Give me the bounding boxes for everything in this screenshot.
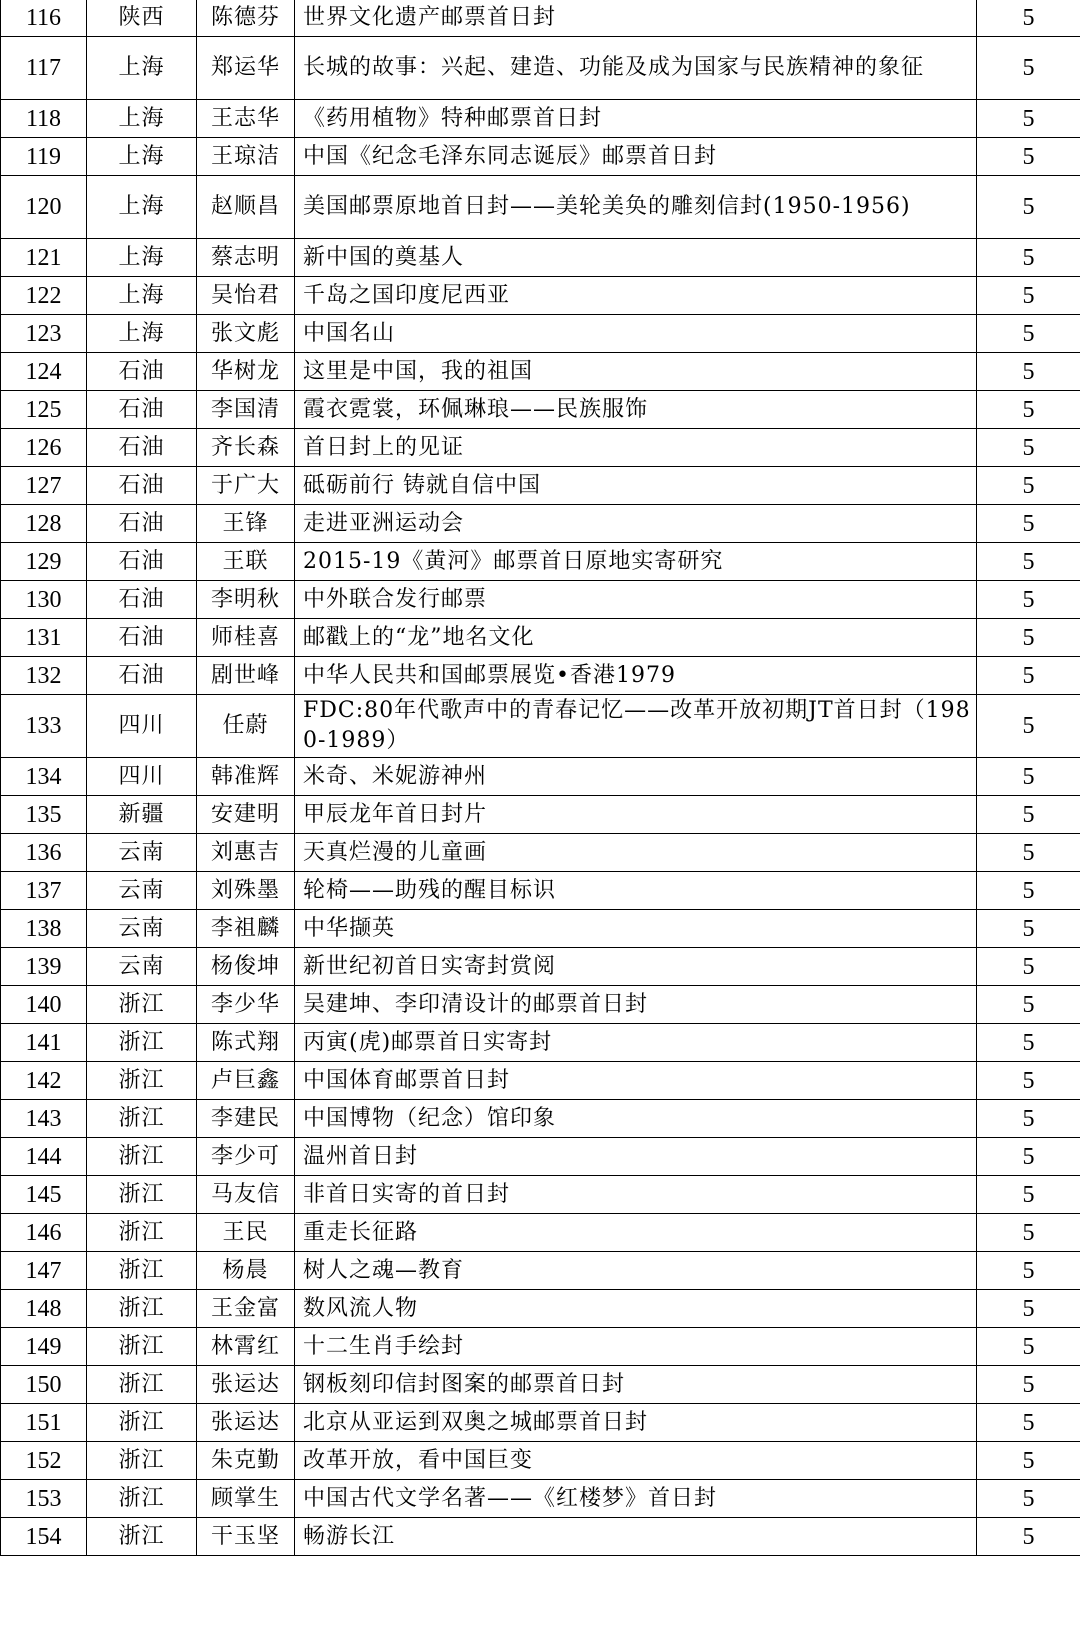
entry-title: 中国博物（纪念）馆印象	[295, 1100, 977, 1138]
entry-name: 韩准辉	[197, 758, 295, 796]
entry-score: 5	[977, 239, 1080, 277]
entry-number: 125	[1, 391, 87, 429]
entry-name: 林霄红	[197, 1328, 295, 1366]
entry-title: 轮椅——助残的醒目标识	[295, 872, 977, 910]
entry-name: 陈德芬	[197, 0, 295, 37]
entry-name: 任蔚	[197, 695, 295, 758]
entry-score: 5	[977, 910, 1080, 948]
entry-title: 丙寅(虎)邮票首日实寄封	[295, 1024, 977, 1062]
entry-region: 四川	[87, 695, 197, 758]
entry-number: 145	[1, 1176, 87, 1214]
entry-name: 李少可	[197, 1138, 295, 1176]
table-row	[1, 100, 1080, 138]
entry-score: 5	[977, 0, 1080, 37]
entry-region: 四川	[87, 758, 197, 796]
table-row	[1, 910, 1080, 948]
entry-region: 陕西	[87, 0, 197, 37]
entry-name: 杨俊坤	[197, 948, 295, 986]
entry-score: 5	[977, 543, 1080, 581]
entry-region: 石油	[87, 467, 197, 505]
entry-name: 刘殊墨	[197, 872, 295, 910]
entry-score: 5	[977, 1328, 1080, 1366]
table-row	[1, 1252, 1080, 1290]
entry-name: 吴怡君	[197, 277, 295, 315]
entry-title: 美国邮票原地首日封——美轮美奂的雕刻信封(1950-1956)	[295, 176, 977, 239]
entry-score: 5	[977, 581, 1080, 619]
entry-number: 119	[1, 138, 87, 176]
entry-number: 152	[1, 1442, 87, 1480]
entry-name: 赵顺昌	[197, 176, 295, 239]
entry-score: 5	[977, 619, 1080, 657]
entry-score: 5	[977, 1252, 1080, 1290]
entry-number: 117	[1, 37, 87, 100]
entry-score: 5	[977, 467, 1080, 505]
table-row	[1, 391, 1080, 429]
table-row	[1, 1404, 1080, 1442]
entry-region: 云南	[87, 834, 197, 872]
entry-title: 重走长征路	[295, 1214, 977, 1252]
entry-title: 霞衣霓裳，环佩琳琅——民族服饰	[295, 391, 977, 429]
entry-score: 5	[977, 353, 1080, 391]
entry-number: 116	[1, 0, 87, 37]
entry-name: 蔡志明	[197, 239, 295, 277]
table-row	[1, 138, 1080, 176]
entry-region: 浙江	[87, 1404, 197, 1442]
table-row	[1, 986, 1080, 1024]
entry-title: 2015-19《黄河》邮票首日原地实寄研究	[295, 543, 977, 581]
entry-number: 144	[1, 1138, 87, 1176]
entry-number: 147	[1, 1252, 87, 1290]
entry-region: 浙江	[87, 1442, 197, 1480]
entry-region: 上海	[87, 239, 197, 277]
entry-region: 浙江	[87, 1138, 197, 1176]
entry-score: 5	[977, 138, 1080, 176]
table-row	[1, 581, 1080, 619]
entry-number: 127	[1, 467, 87, 505]
entry-number: 138	[1, 910, 87, 948]
entry-name: 李少华	[197, 986, 295, 1024]
entry-number: 153	[1, 1480, 87, 1518]
entry-number: 131	[1, 619, 87, 657]
entry-score: 5	[977, 1100, 1080, 1138]
table-row	[1, 695, 1080, 758]
entry-region: 上海	[87, 37, 197, 100]
entry-score: 5	[977, 657, 1080, 695]
entry-name: 王志华	[197, 100, 295, 138]
entry-region: 石油	[87, 353, 197, 391]
entry-number: 123	[1, 315, 87, 353]
entry-number: 133	[1, 695, 87, 758]
entry-name: 王联	[197, 543, 295, 581]
entry-title: 米奇、米妮游神州	[295, 758, 977, 796]
entry-title: FDC:80年代歌声中的青春记忆——改革开放初期JT首日封（1980-1989）	[295, 695, 977, 758]
entry-number: 130	[1, 581, 87, 619]
entry-score: 5	[977, 1214, 1080, 1252]
entry-name: 李祖麟	[197, 910, 295, 948]
entry-title: 天真烂漫的儿童画	[295, 834, 977, 872]
entry-score: 5	[977, 37, 1080, 100]
entry-score: 5	[977, 429, 1080, 467]
entry-region: 石油	[87, 657, 197, 695]
entry-title: 邮戳上的“龙”地名文化	[295, 619, 977, 657]
entry-title: 树人之魂—教育	[295, 1252, 977, 1290]
entry-name: 齐长森	[197, 429, 295, 467]
entry-score: 5	[977, 505, 1080, 543]
entry-score: 5	[977, 315, 1080, 353]
entry-region: 浙江	[87, 1062, 197, 1100]
entry-score: 5	[977, 872, 1080, 910]
entry-name: 卢巨鑫	[197, 1062, 295, 1100]
entry-number: 150	[1, 1366, 87, 1404]
entry-name: 顾掌生	[197, 1480, 295, 1518]
entry-number: 132	[1, 657, 87, 695]
entry-number: 134	[1, 758, 87, 796]
entry-title: 《药用植物》特种邮票首日封	[295, 100, 977, 138]
entry-score: 5	[977, 1404, 1080, 1442]
entry-region: 浙江	[87, 1480, 197, 1518]
entry-number: 129	[1, 543, 87, 581]
entry-number: 136	[1, 834, 87, 872]
table-row	[1, 948, 1080, 986]
entry-region: 浙江	[87, 1176, 197, 1214]
entry-number: 126	[1, 429, 87, 467]
table-row	[1, 429, 1080, 467]
table-row	[1, 1062, 1080, 1100]
entry-title: 走进亚洲运动会	[295, 505, 977, 543]
entry-name: 马友信	[197, 1176, 295, 1214]
entry-region: 浙江	[87, 1290, 197, 1328]
table-row	[1, 657, 1080, 695]
entry-name: 李建民	[197, 1100, 295, 1138]
table-row	[1, 1138, 1080, 1176]
entry-score: 5	[977, 1518, 1080, 1556]
table-row	[1, 796, 1080, 834]
table-row	[1, 315, 1080, 353]
entry-title: 世界文化遗产邮票首日封	[295, 0, 977, 37]
entry-number: 135	[1, 796, 87, 834]
entry-number: 142	[1, 1062, 87, 1100]
entry-name: 杨晨	[197, 1252, 295, 1290]
table-row	[1, 176, 1080, 239]
entry-region: 浙江	[87, 1214, 197, 1252]
entry-region: 石油	[87, 581, 197, 619]
entry-title: 中外联合发行邮票	[295, 581, 977, 619]
entry-name: 师桂喜	[197, 619, 295, 657]
entry-title: 非首日实寄的首日封	[295, 1176, 977, 1214]
entry-score: 5	[977, 1024, 1080, 1062]
entry-name: 郑运华	[197, 37, 295, 100]
entry-number: 128	[1, 505, 87, 543]
entry-name: 安建明	[197, 796, 295, 834]
entry-name: 华树龙	[197, 353, 295, 391]
entry-number: 118	[1, 100, 87, 138]
entry-region: 上海	[87, 277, 197, 315]
entry-score: 5	[977, 100, 1080, 138]
entry-region: 浙江	[87, 1252, 197, 1290]
table-row	[1, 1024, 1080, 1062]
entry-region: 石油	[87, 543, 197, 581]
entry-score: 5	[977, 834, 1080, 872]
entry-name: 李国清	[197, 391, 295, 429]
entry-title: 畅游长江	[295, 1518, 977, 1556]
entry-region: 上海	[87, 315, 197, 353]
entry-title: 温州首日封	[295, 1138, 977, 1176]
entry-title: 新中国的奠基人	[295, 239, 977, 277]
entry-title: 中华人民共和国邮票展览•香港1979	[295, 657, 977, 695]
entry-number: 149	[1, 1328, 87, 1366]
entry-number: 143	[1, 1100, 87, 1138]
entry-title: 改革开放，看中国巨变	[295, 1442, 977, 1480]
table-row	[1, 1442, 1080, 1480]
entry-name: 朱克勤	[197, 1442, 295, 1480]
entry-title: 北京从亚运到双奥之城邮票首日封	[295, 1404, 977, 1442]
table-row	[1, 467, 1080, 505]
table-row	[1, 1100, 1080, 1138]
table-row	[1, 1480, 1080, 1518]
entry-number: 148	[1, 1290, 87, 1328]
entry-region: 上海	[87, 138, 197, 176]
entry-number: 140	[1, 986, 87, 1024]
entry-score: 5	[977, 1138, 1080, 1176]
entry-title: 砥砺前行 铸就自信中国	[295, 467, 977, 505]
entry-title: 中国古代文学名著——《红楼梦》首日封	[295, 1480, 977, 1518]
table-row	[1, 0, 1080, 37]
entry-number: 146	[1, 1214, 87, 1252]
table-row	[1, 239, 1080, 277]
entry-name: 王琼洁	[197, 138, 295, 176]
entry-name: 张运达	[197, 1404, 295, 1442]
table-row	[1, 1366, 1080, 1404]
entry-region: 云南	[87, 948, 197, 986]
entry-region: 上海	[87, 176, 197, 239]
entry-name: 剧世峰	[197, 657, 295, 695]
entry-region: 浙江	[87, 986, 197, 1024]
entry-score: 5	[977, 1480, 1080, 1518]
table-row	[1, 37, 1080, 100]
table-row	[1, 834, 1080, 872]
entry-region: 石油	[87, 429, 197, 467]
entry-title: 中国名山	[295, 315, 977, 353]
entry-title: 千岛之国印度尼西亚	[295, 277, 977, 315]
entry-name: 张运达	[197, 1366, 295, 1404]
entry-score: 5	[977, 796, 1080, 834]
entry-title: 中华撷英	[295, 910, 977, 948]
entry-title: 首日封上的见证	[295, 429, 977, 467]
entry-region: 石油	[87, 505, 197, 543]
entry-title: 十二生肖手绘封	[295, 1328, 977, 1366]
entry-region: 石油	[87, 391, 197, 429]
entry-number: 122	[1, 277, 87, 315]
entry-number: 154	[1, 1518, 87, 1556]
entry-number: 141	[1, 1024, 87, 1062]
table-row	[1, 543, 1080, 581]
entry-title: 钢板刻印信封图案的邮票首日封	[295, 1366, 977, 1404]
entry-title: 数风流人物	[295, 1290, 977, 1328]
table-row	[1, 505, 1080, 543]
entry-score: 5	[977, 948, 1080, 986]
table-row	[1, 872, 1080, 910]
entry-score: 5	[977, 1062, 1080, 1100]
entry-number: 151	[1, 1404, 87, 1442]
entry-number: 120	[1, 176, 87, 239]
entry-region: 云南	[87, 872, 197, 910]
table-row	[1, 353, 1080, 391]
entry-title: 新世纪初首日实寄封赏阅	[295, 948, 977, 986]
entry-region: 新疆	[87, 796, 197, 834]
entry-region: 石油	[87, 619, 197, 657]
entry-score: 5	[977, 176, 1080, 239]
entry-score: 5	[977, 1366, 1080, 1404]
entry-name: 王金富	[197, 1290, 295, 1328]
entry-name: 于广大	[197, 467, 295, 505]
entry-title: 中国《纪念毛泽东同志诞辰》邮票首日封	[295, 138, 977, 176]
entry-title: 中国体育邮票首日封	[295, 1062, 977, 1100]
entry-name: 王锋	[197, 505, 295, 543]
entry-number: 124	[1, 353, 87, 391]
entry-region: 浙江	[87, 1024, 197, 1062]
entry-title: 这里是中国，我的祖国	[295, 353, 977, 391]
entry-region: 浙江	[87, 1366, 197, 1404]
table-row	[1, 619, 1080, 657]
table-row	[1, 1518, 1080, 1556]
table-row	[1, 1176, 1080, 1214]
entries-table-body	[1, 0, 1080, 1556]
table-row	[1, 277, 1080, 315]
entry-region: 浙江	[87, 1518, 197, 1556]
entry-name: 陈式翔	[197, 1024, 295, 1062]
entry-name: 王民	[197, 1214, 295, 1252]
entry-score: 5	[977, 1290, 1080, 1328]
entry-score: 5	[977, 277, 1080, 315]
entry-name: 张文彪	[197, 315, 295, 353]
entry-score: 5	[977, 695, 1080, 758]
entry-region: 云南	[87, 910, 197, 948]
entry-title: 长城的故事：兴起、建造、功能及成为国家与民族精神的象征	[295, 37, 977, 100]
entry-title: 甲辰龙年首日封片	[295, 796, 977, 834]
entry-score: 5	[977, 758, 1080, 796]
entry-title: 吴建坤、李印清设计的邮票首日封	[295, 986, 977, 1024]
entry-region: 上海	[87, 100, 197, 138]
table-row	[1, 1290, 1080, 1328]
entry-name: 李明秋	[197, 581, 295, 619]
entry-region: 浙江	[87, 1100, 197, 1138]
table-row	[1, 1328, 1080, 1366]
entry-region: 浙江	[87, 1328, 197, 1366]
entry-number: 121	[1, 239, 87, 277]
table-row	[1, 758, 1080, 796]
entry-number: 139	[1, 948, 87, 986]
entry-name: 刘惠吉	[197, 834, 295, 872]
entry-number: 137	[1, 872, 87, 910]
entry-score: 5	[977, 391, 1080, 429]
entry-score: 5	[977, 1442, 1080, 1480]
entry-name: 干玉坚	[197, 1518, 295, 1556]
table-row	[1, 1214, 1080, 1252]
entry-score: 5	[977, 986, 1080, 1024]
entry-score: 5	[977, 1176, 1080, 1214]
